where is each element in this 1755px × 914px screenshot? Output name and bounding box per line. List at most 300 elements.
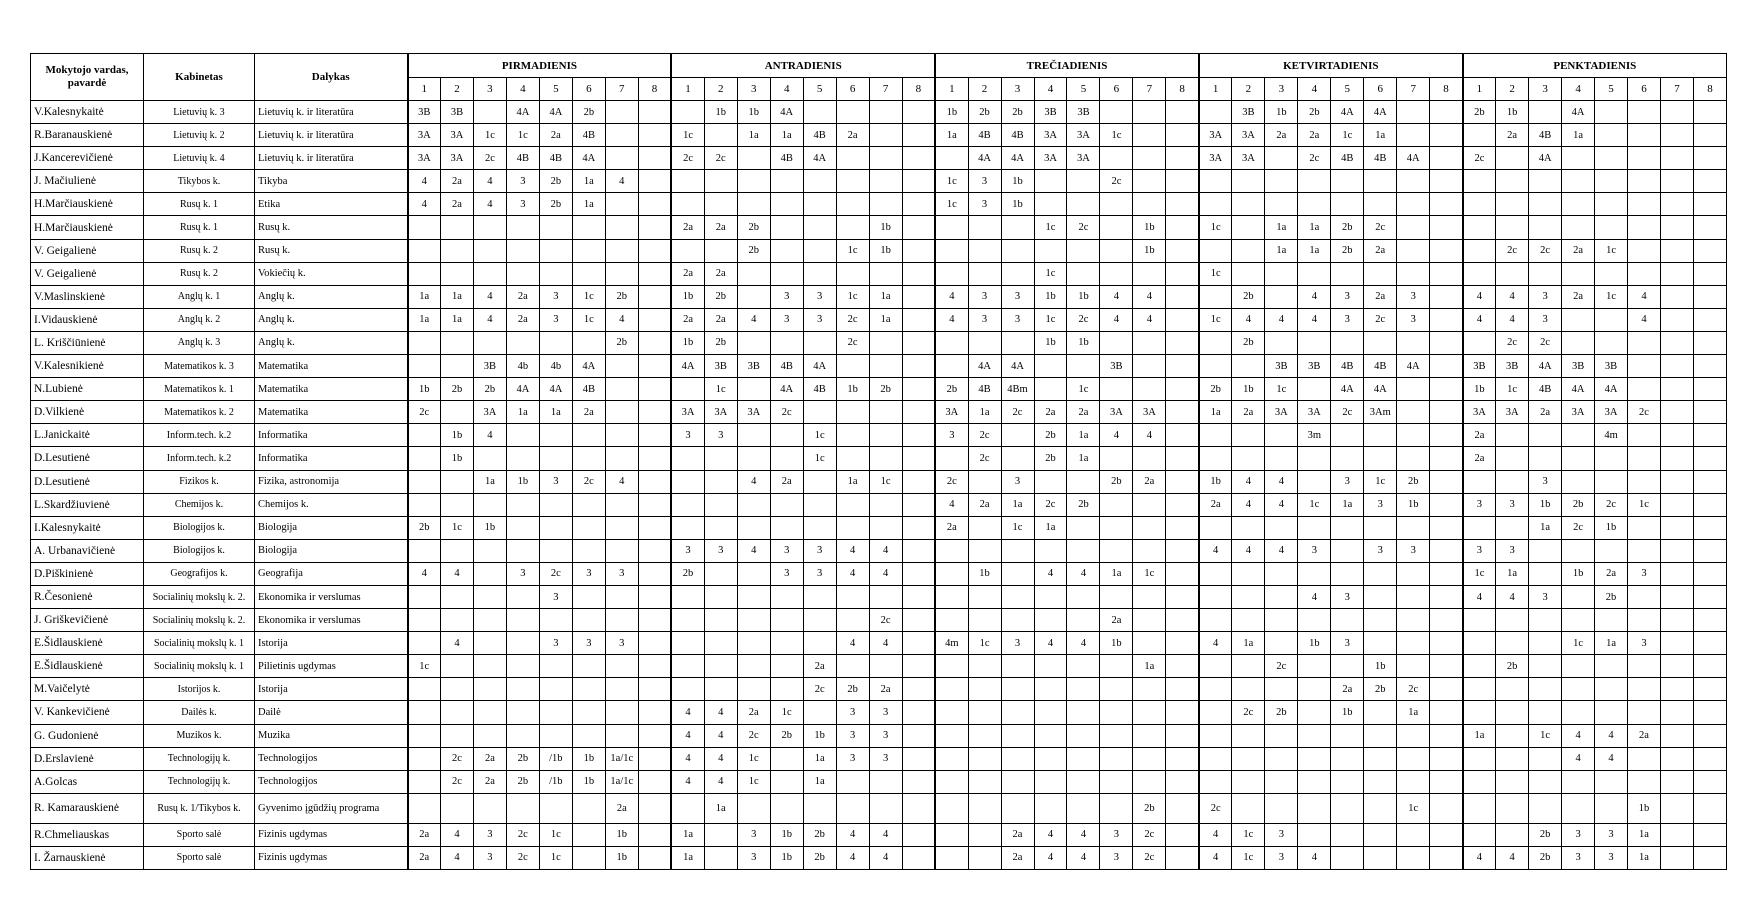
class-cell xyxy=(671,170,704,193)
class-cell xyxy=(1067,239,1100,262)
class-cell xyxy=(1693,609,1726,632)
class-cell: 2c xyxy=(1034,493,1067,516)
class-cell: 2b xyxy=(1562,493,1595,516)
class-cell: 4 xyxy=(1133,424,1166,447)
room-name: Socialinių mokslų k. 1 xyxy=(144,655,255,678)
table-row xyxy=(31,585,1727,608)
room-name: Biologijos k. xyxy=(144,516,255,539)
class-cell xyxy=(605,493,638,516)
class-cell: 1a xyxy=(1529,516,1562,539)
class-cell xyxy=(1034,355,1067,378)
class-cell: 2b xyxy=(704,331,737,354)
class-cell xyxy=(902,170,935,193)
class-cell: 2c xyxy=(1364,308,1397,331)
class-cell xyxy=(539,493,572,516)
class-cell xyxy=(1529,539,1562,562)
lesson-number: 3 xyxy=(1001,78,1034,101)
class-cell: 1c xyxy=(836,285,869,308)
day-header: PIRMADIENIS xyxy=(408,54,672,78)
table-row xyxy=(31,632,1727,655)
class-cell: 1a xyxy=(1628,846,1661,869)
class-cell xyxy=(1430,701,1463,724)
class-cell xyxy=(1661,170,1694,193)
class-cell xyxy=(1628,701,1661,724)
class-cell xyxy=(1100,262,1133,285)
class-cell: 1b xyxy=(506,470,539,493)
class-cell xyxy=(1463,655,1496,678)
class-cell: 1b xyxy=(572,770,605,793)
class-cell xyxy=(1562,331,1595,354)
class-cell xyxy=(1661,516,1694,539)
class-cell: 3 xyxy=(704,424,737,447)
class-cell xyxy=(902,285,935,308)
class-cell xyxy=(638,331,671,354)
class-cell: 3A xyxy=(1298,401,1331,424)
class-cell xyxy=(1628,239,1661,262)
lesson-number: 4 xyxy=(770,78,803,101)
class-cell xyxy=(1693,147,1726,170)
class-cell xyxy=(1430,724,1463,747)
class-cell: 3A xyxy=(1199,124,1232,147)
class-cell xyxy=(836,193,869,216)
room-name: Inform.tech. k.2 xyxy=(144,447,255,470)
lesson-number: 6 xyxy=(1628,78,1661,101)
class-cell: 1c xyxy=(1067,378,1100,401)
class-cell: 4B xyxy=(803,378,836,401)
class-cell xyxy=(803,701,836,724)
class-cell xyxy=(968,516,1001,539)
class-cell xyxy=(1693,308,1726,331)
class-cell: 4A xyxy=(1331,378,1364,401)
class-cell: 3A xyxy=(1067,124,1100,147)
class-cell xyxy=(968,846,1001,869)
class-cell: 3Am xyxy=(1364,401,1397,424)
lesson-number: 6 xyxy=(836,78,869,101)
class-cell: 2a xyxy=(671,216,704,239)
class-cell: 2b xyxy=(1232,331,1265,354)
class-cell: 1a xyxy=(1265,216,1298,239)
class-cell xyxy=(1430,285,1463,308)
class-cell xyxy=(1364,770,1397,793)
class-cell xyxy=(902,793,935,823)
class-cell xyxy=(1628,262,1661,285)
class-cell: 1b xyxy=(1265,101,1298,124)
class-cell xyxy=(1661,823,1694,846)
class-cell: 4 xyxy=(1595,724,1628,747)
class-cell xyxy=(1166,724,1199,747)
lesson-number: 2 xyxy=(440,78,473,101)
class-cell xyxy=(1166,539,1199,562)
class-cell xyxy=(902,216,935,239)
class-cell xyxy=(1166,170,1199,193)
class-cell xyxy=(539,262,572,285)
class-cell: 2b xyxy=(572,101,605,124)
class-cell xyxy=(1331,609,1364,632)
teacher-name: V.Kalesnikienė xyxy=(31,355,144,378)
class-cell xyxy=(1595,101,1628,124)
class-cell: 4 xyxy=(1199,846,1232,869)
class-cell: 3 xyxy=(1496,493,1529,516)
class-cell xyxy=(1232,562,1265,585)
class-cell xyxy=(572,331,605,354)
class-cell xyxy=(1166,308,1199,331)
class-cell: 1a xyxy=(1463,724,1496,747)
class-cell xyxy=(1133,678,1166,701)
class-cell xyxy=(473,793,506,823)
class-cell: 4B xyxy=(1364,355,1397,378)
class-cell: 4 xyxy=(869,823,902,846)
class-cell xyxy=(1496,793,1529,823)
class-cell: 1c xyxy=(1595,239,1628,262)
class-cell xyxy=(1661,124,1694,147)
class-cell: 1b xyxy=(1034,285,1067,308)
class-cell: 3 xyxy=(605,632,638,655)
class-cell: 1b xyxy=(572,747,605,770)
class-cell xyxy=(1562,216,1595,239)
class-cell xyxy=(1693,516,1726,539)
class-cell xyxy=(770,747,803,770)
class-cell: 2a xyxy=(1232,401,1265,424)
class-cell: 3 xyxy=(1595,823,1628,846)
class-cell: 2c xyxy=(737,724,770,747)
table-row xyxy=(31,216,1727,239)
class-cell xyxy=(1166,101,1199,124)
table-row xyxy=(31,516,1727,539)
class-cell: 3A xyxy=(440,147,473,170)
class-cell xyxy=(737,193,770,216)
class-cell: 4A xyxy=(1001,147,1034,170)
class-cell xyxy=(1100,378,1133,401)
class-cell xyxy=(1397,378,1430,401)
class-cell: 1c xyxy=(1034,262,1067,285)
class-cell xyxy=(1693,701,1726,724)
class-cell xyxy=(1133,632,1166,655)
class-cell xyxy=(572,216,605,239)
class-cell: 2a xyxy=(770,470,803,493)
lesson-number: 7 xyxy=(1133,78,1166,101)
class-cell xyxy=(737,378,770,401)
table-row xyxy=(31,823,1727,846)
class-cell xyxy=(1232,655,1265,678)
class-cell: 2b xyxy=(1298,101,1331,124)
teacher-name: R. Kamarauskienė xyxy=(31,793,144,823)
class-cell xyxy=(1034,655,1067,678)
class-cell xyxy=(1693,101,1726,124)
class-cell: 1a xyxy=(1001,493,1034,516)
class-cell xyxy=(1397,846,1430,869)
class-cell: 3 xyxy=(539,285,572,308)
class-cell: 2b xyxy=(605,331,638,354)
class-cell xyxy=(869,355,902,378)
class-cell xyxy=(1034,539,1067,562)
class-cell: 4 xyxy=(671,701,704,724)
class-cell xyxy=(1133,585,1166,608)
class-cell: 3B xyxy=(473,355,506,378)
class-cell: 4 xyxy=(1496,308,1529,331)
class-cell xyxy=(605,262,638,285)
class-cell xyxy=(1661,447,1694,470)
class-cell: 2a xyxy=(869,678,902,701)
class-cell xyxy=(1166,331,1199,354)
class-cell xyxy=(506,331,539,354)
class-cell xyxy=(408,331,441,354)
class-cell xyxy=(1628,216,1661,239)
class-cell xyxy=(1496,193,1529,216)
class-cell xyxy=(1100,585,1133,608)
lesson-number: 1 xyxy=(1463,78,1496,101)
class-cell xyxy=(1562,655,1595,678)
class-cell xyxy=(869,331,902,354)
class-cell: 1b xyxy=(968,562,1001,585)
subject-name: Anglų k. xyxy=(255,308,408,331)
class-cell xyxy=(1661,216,1694,239)
class-cell xyxy=(1364,585,1397,608)
class-cell xyxy=(1199,585,1232,608)
teacher-name: I. Žarnauskienė xyxy=(31,846,144,869)
class-cell xyxy=(1430,747,1463,770)
class-cell: 4 xyxy=(1067,562,1100,585)
class-cell xyxy=(1067,678,1100,701)
teacher-name: M.Vaičelytė xyxy=(31,678,144,701)
class-cell: 4 xyxy=(704,747,737,770)
subject-column-header: Dalykas xyxy=(255,54,408,101)
class-cell: 1a xyxy=(1100,562,1133,585)
class-cell xyxy=(1496,147,1529,170)
teacher-name: R.Česonienė xyxy=(31,585,144,608)
class-cell xyxy=(770,493,803,516)
class-cell: 3 xyxy=(572,562,605,585)
class-cell xyxy=(1661,678,1694,701)
class-cell xyxy=(902,378,935,401)
class-cell: 2a xyxy=(1133,470,1166,493)
class-cell: 3 xyxy=(1001,632,1034,655)
class-cell xyxy=(1693,285,1726,308)
class-cell: 4 xyxy=(1067,846,1100,869)
class-cell xyxy=(1562,193,1595,216)
class-cell: 3 xyxy=(1397,308,1430,331)
class-cell: 1c xyxy=(473,124,506,147)
class-cell xyxy=(1595,701,1628,724)
class-cell xyxy=(506,585,539,608)
class-cell xyxy=(638,678,671,701)
class-cell xyxy=(1133,378,1166,401)
class-cell: 4 xyxy=(704,701,737,724)
class-cell: 4B xyxy=(770,147,803,170)
class-cell xyxy=(1100,447,1133,470)
class-cell xyxy=(1199,724,1232,747)
class-cell: 4 xyxy=(440,632,473,655)
class-cell xyxy=(1100,101,1133,124)
class-cell: 4 xyxy=(440,562,473,585)
class-cell xyxy=(1364,516,1397,539)
class-cell xyxy=(1298,562,1331,585)
class-cell xyxy=(1166,239,1199,262)
class-cell xyxy=(1430,770,1463,793)
class-cell xyxy=(704,846,737,869)
lesson-number: 3 xyxy=(737,78,770,101)
class-cell xyxy=(836,401,869,424)
class-cell: 2a xyxy=(803,655,836,678)
class-cell: 4A xyxy=(770,378,803,401)
class-cell xyxy=(638,216,671,239)
class-cell xyxy=(572,823,605,846)
class-cell: 2c xyxy=(1463,147,1496,170)
class-cell xyxy=(1693,401,1726,424)
class-cell xyxy=(572,609,605,632)
class-cell: 2c xyxy=(770,401,803,424)
class-cell xyxy=(1628,747,1661,770)
class-cell xyxy=(1166,655,1199,678)
class-cell xyxy=(803,239,836,262)
class-cell xyxy=(1298,655,1331,678)
class-cell: 2c xyxy=(506,823,539,846)
class-cell xyxy=(440,655,473,678)
class-cell xyxy=(1133,355,1166,378)
class-cell xyxy=(1001,655,1034,678)
class-cell xyxy=(704,124,737,147)
class-cell xyxy=(1496,470,1529,493)
class-cell xyxy=(1331,846,1364,869)
room-name: Socialinių mokslų k. 2. xyxy=(144,609,255,632)
class-cell xyxy=(671,470,704,493)
class-cell xyxy=(1232,193,1265,216)
class-cell xyxy=(902,585,935,608)
class-cell xyxy=(1298,770,1331,793)
class-cell xyxy=(1628,516,1661,539)
class-cell: 4 xyxy=(1199,632,1232,655)
class-cell xyxy=(506,424,539,447)
class-cell: 2c xyxy=(1100,170,1133,193)
lesson-number: 5 xyxy=(1067,78,1100,101)
class-cell xyxy=(1034,470,1067,493)
class-cell: 2c xyxy=(1397,678,1430,701)
class-cell xyxy=(1133,539,1166,562)
lesson-number: 8 xyxy=(902,78,935,101)
class-cell: 4 xyxy=(869,846,902,869)
class-cell: 2c xyxy=(440,770,473,793)
class-cell xyxy=(902,124,935,147)
class-cell: 2b xyxy=(1001,101,1034,124)
room-name: Rusų k. 1 xyxy=(144,216,255,239)
class-cell xyxy=(1595,470,1628,493)
class-cell: 1a xyxy=(935,124,968,147)
class-cell xyxy=(1166,678,1199,701)
class-cell xyxy=(506,216,539,239)
class-cell xyxy=(671,516,704,539)
class-cell xyxy=(506,678,539,701)
class-cell xyxy=(1133,516,1166,539)
teacher-name: E.Šidlauskienė xyxy=(31,632,144,655)
class-cell xyxy=(1100,331,1133,354)
class-cell xyxy=(539,331,572,354)
class-cell xyxy=(1001,239,1034,262)
room-name: Matematikos k. 1 xyxy=(144,378,255,401)
class-cell xyxy=(1199,239,1232,262)
class-cell: 4 xyxy=(440,846,473,869)
class-cell: 3 xyxy=(737,823,770,846)
room-name: Rusų k. 1 xyxy=(144,193,255,216)
subject-name: Informatika xyxy=(255,424,408,447)
class-cell xyxy=(1463,124,1496,147)
class-cell: 1c xyxy=(935,193,968,216)
timetable-wrapper xyxy=(30,53,1726,870)
class-cell xyxy=(1331,770,1364,793)
class-cell xyxy=(1232,585,1265,608)
class-cell xyxy=(1463,262,1496,285)
class-cell xyxy=(836,262,869,285)
class-cell xyxy=(803,516,836,539)
day-header: PENKTADIENIS xyxy=(1463,54,1727,78)
class-cell xyxy=(869,147,902,170)
class-cell xyxy=(1067,724,1100,747)
class-cell: 4A xyxy=(1595,378,1628,401)
class-cell: 2a xyxy=(473,747,506,770)
class-cell xyxy=(473,539,506,562)
class-cell xyxy=(1166,355,1199,378)
class-cell xyxy=(1529,678,1562,701)
class-cell xyxy=(1298,516,1331,539)
class-cell xyxy=(638,609,671,632)
class-cell: 4B xyxy=(968,124,1001,147)
class-cell: 1b xyxy=(1067,285,1100,308)
class-cell xyxy=(1364,632,1397,655)
class-cell xyxy=(836,170,869,193)
room-name: Technologijų k. xyxy=(144,747,255,770)
class-cell: 4 xyxy=(408,562,441,585)
class-cell: 1a xyxy=(671,846,704,869)
class-cell xyxy=(473,239,506,262)
class-cell: 2a xyxy=(539,124,572,147)
class-cell: 4 xyxy=(1199,539,1232,562)
class-cell xyxy=(770,193,803,216)
class-cell: 3A xyxy=(671,401,704,424)
class-cell: 2c xyxy=(836,331,869,354)
class-cell: 1a xyxy=(572,170,605,193)
room-name: Anglų k. 3 xyxy=(144,331,255,354)
class-cell: 3A xyxy=(1463,401,1496,424)
class-cell: 1c xyxy=(671,124,704,147)
class-cell xyxy=(902,493,935,516)
class-cell xyxy=(1595,655,1628,678)
class-cell: 4 xyxy=(737,308,770,331)
class-cell xyxy=(1001,331,1034,354)
class-cell xyxy=(539,216,572,239)
class-cell xyxy=(1265,678,1298,701)
class-cell: 4 xyxy=(1265,308,1298,331)
class-cell xyxy=(704,632,737,655)
class-cell xyxy=(1693,539,1726,562)
class-cell: 3A xyxy=(704,401,737,424)
class-cell: 1a xyxy=(1628,823,1661,846)
class-cell xyxy=(1199,447,1232,470)
class-cell xyxy=(1034,747,1067,770)
class-cell xyxy=(506,609,539,632)
class-cell: 4B xyxy=(803,124,836,147)
class-cell: 1c xyxy=(1232,846,1265,869)
class-cell xyxy=(836,793,869,823)
class-cell: 3A xyxy=(1232,147,1265,170)
class-cell xyxy=(1265,632,1298,655)
class-cell xyxy=(1693,678,1726,701)
class-cell xyxy=(440,724,473,747)
table-row xyxy=(31,239,1727,262)
day-header: TREČIADIENIS xyxy=(935,54,1199,78)
class-cell xyxy=(1397,447,1430,470)
class-cell xyxy=(737,655,770,678)
class-cell xyxy=(770,585,803,608)
subject-name: Matematika xyxy=(255,378,408,401)
class-cell xyxy=(1496,678,1529,701)
